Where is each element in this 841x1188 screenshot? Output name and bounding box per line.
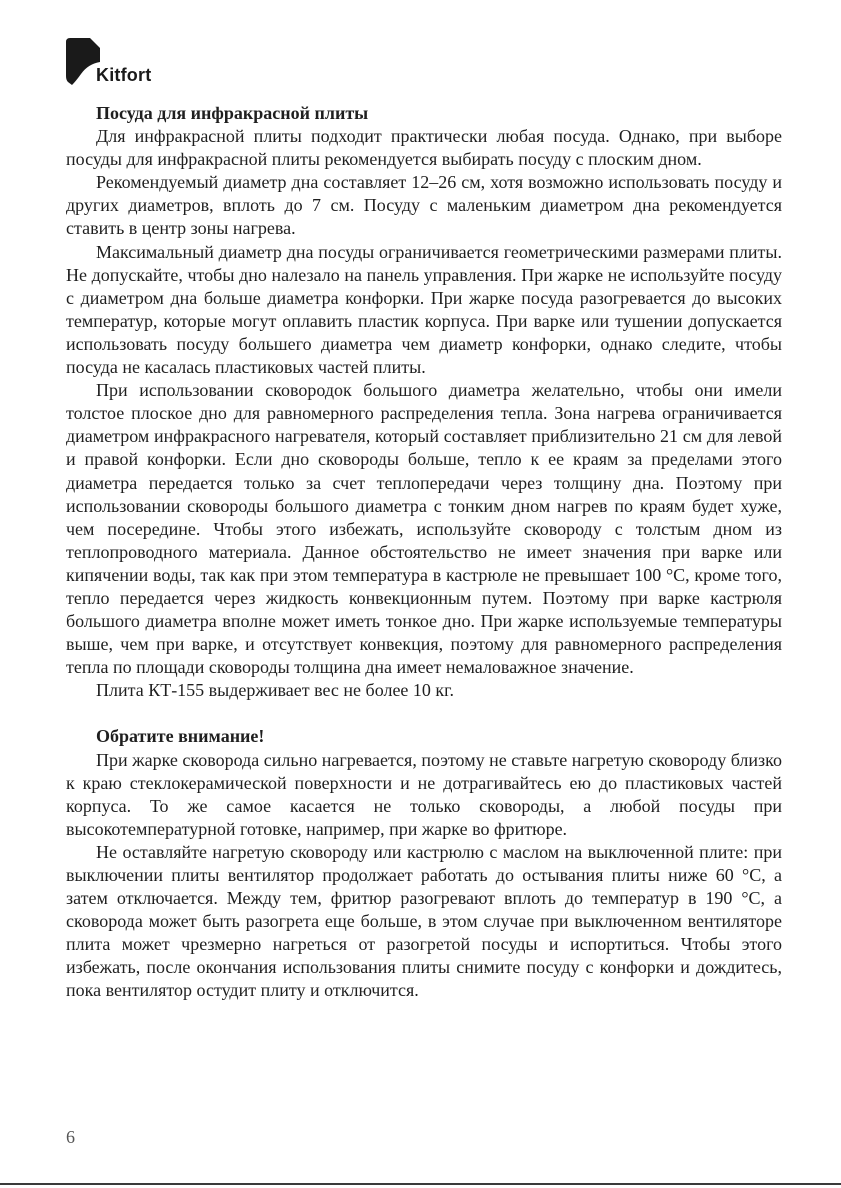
paragraph: Максимальный диаметр дна посуды ограничивается геометрическими размерами плиты. Не допускайте, чтобы дно налезало на панель управления. При жарке не используйте посуду с диаметром дна больше диаметра конфорки. При жарке посуда разогревается до высоких температур, которые могут оплавить пластик корпуса. При варке или тушении допускается использовать посуду большего диаметра чем диаметр конфорки, однако следите, чтобы посуда не касалась пластиковых частей плиты. [66, 241, 782, 378]
document-body [66, 102, 782, 1003]
page-number: 6 [66, 1127, 75, 1147]
paragraph: Рекомендуемый диаметр дна составляет 12–26 см, хотя возможно использовать посуду и других диаметров, вплоть до 7 см. Посуду с маленьким диаметром дна рекомендуется ставить в центр зоны нагрева. [66, 172, 782, 239]
brand-logo [66, 38, 166, 88]
brand-name: Kitfort [96, 65, 152, 85]
paragraph: При использовании сковородок большого диаметра желательно, чтобы они имели толстое плоское дно для равномерного распределения тепла. Зона нагрева ограничивается диаметром инфракрасного нагревателя, который составляет приблизительно 21 см для левой и правой конфорки. Если дно сковороды больше, тепло к ее краям за пределами этого диаметра передается только за счет теплопередачи через толщину дна. Поэтому при использовании сковороды большого диаметра с тонким дном нагрев по краям будет хуже, чем посередине. Чтобы этого избежать, используйте сковороду с толстым дном из теплопроводного материала. Данное обстоятельство не имеет значения при варке или кипячении воды, так как при этом температура в кастрюле не превышает 100 °С, кроме того, тепло передается через жидкость конвекционным путем. Поэтому при варке кастрюля большого диаметра вполне может иметь тонкое дно. При жарке используемые температуры выше, чем при варке, и отсутствует конвекция, поэтому для равномерного распределения тепла по площади сковороды толщина дна имеет немаловажное значение. [66, 380, 782, 678]
paragraph: Для инфракрасной плиты подходит практически любая посуда. Однако, при выборе посуды для инфракрасной плиты рекомендуется выбирать посуду с плоским дном. [66, 126, 782, 170]
section-spacer [66, 702, 782, 725]
paragraph: При жарке сковорода сильно нагревается, поэтому не ставьте нагретую сковороду близко к краю стеклокерамической поверхности и не дотрагивайтесь ею до пластиковых частей корпуса. То же самое касается не только сковороды, а любой посуды при высокотемпературной готовке, например, при жарке во фритюре. [66, 749, 782, 839]
paragraph: Не оставляйте нагретую сковороду или кастрюлю с маслом на выключенной плите: при выключении плиты вентилятор продолжает работать до остывания плиты ниже 60 °С, а затем отключается. Между тем, фритюр разогревают вплоть до температур в 190 °С, а сковорода может быть разогрета еще больше, в этом случае при выключенном вентиляторе плита может чрезмерно нагреться от разогретой посуды и испортиться. Чтобы этого избежать, после окончания использования плиты снимите посуду с конфорки и дождитесь, пока вентилятор остудит плиту и отключится. [66, 841, 782, 1001]
section-heading: Обратите внимание! [96, 726, 265, 747]
paragraph: Плита КТ-155 выдерживает вес не более 10 кг. [96, 680, 455, 701]
bottom-rule [0, 1183, 841, 1185]
kitfort-logo-icon [66, 38, 100, 86]
section-heading: Посуда для инфракрасной плиты [96, 103, 369, 123]
